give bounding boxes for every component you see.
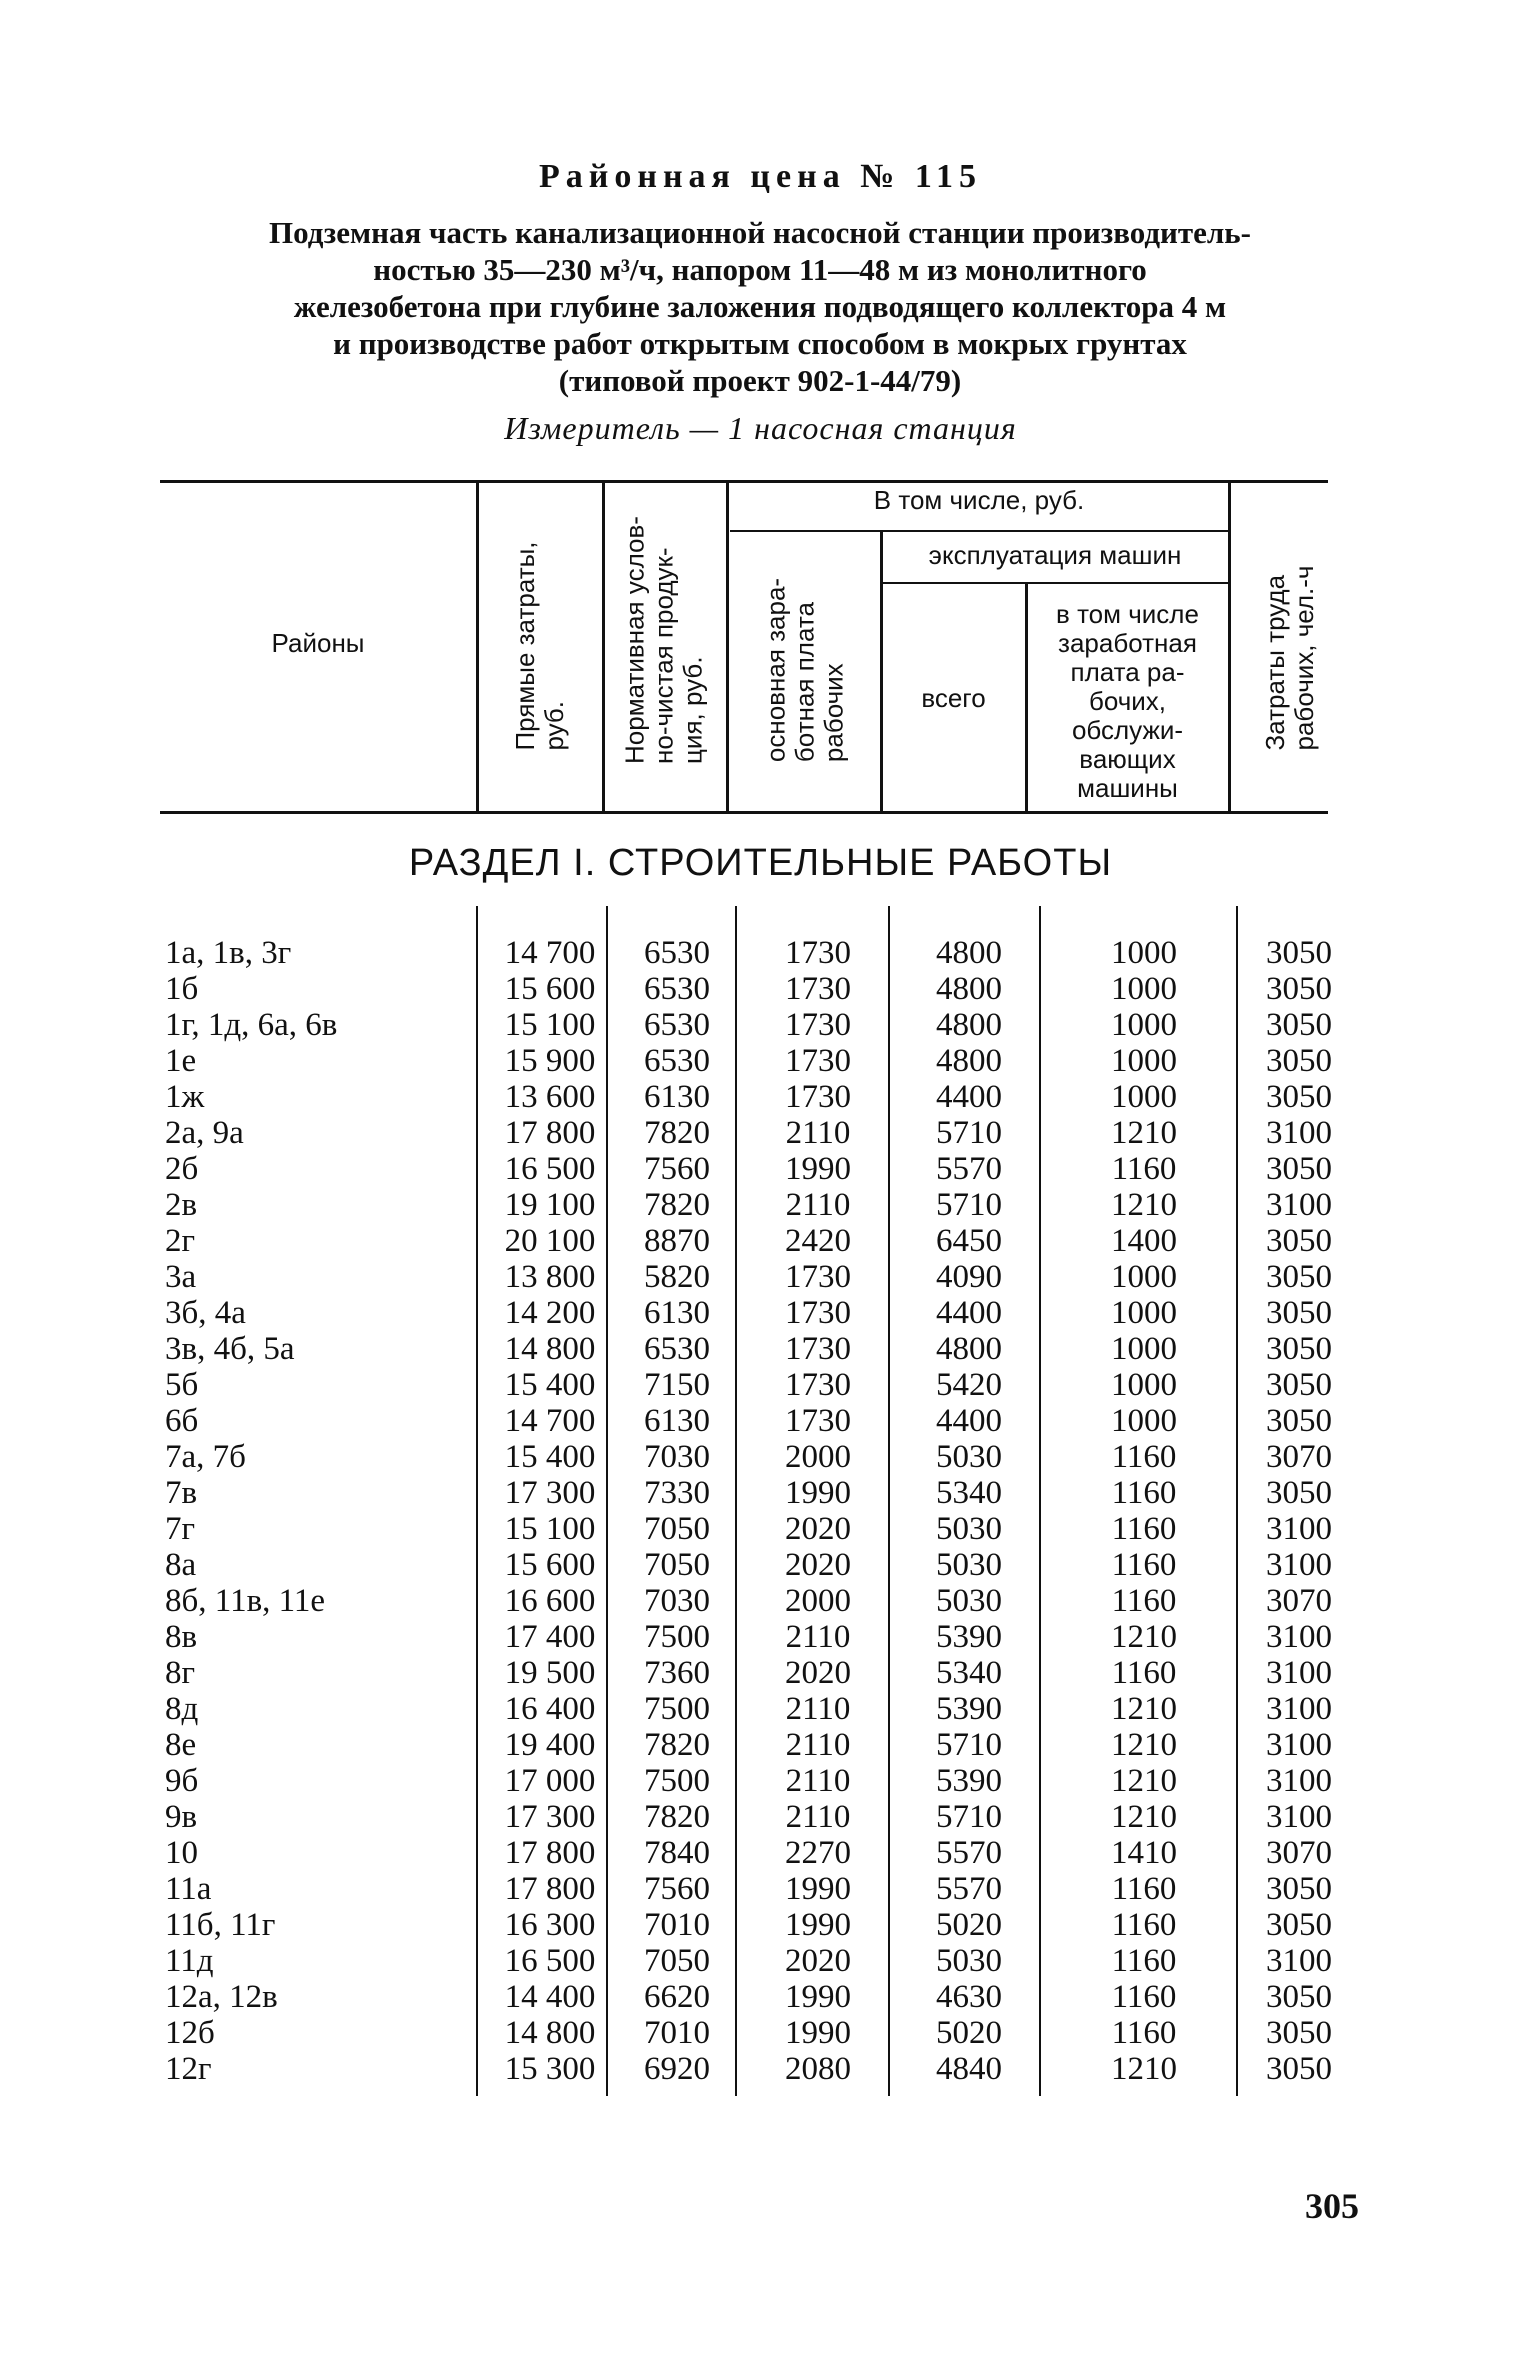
header-divider <box>602 480 605 811</box>
labor-cell: 3100 <box>1266 1655 1332 1691</box>
normative-production-cell: 6130 <box>644 1295 710 1331</box>
base-wage-cell: 2020 <box>785 1547 851 1583</box>
base-wage-cell: 2420 <box>785 1223 851 1259</box>
direct-costs-cell: 15 600 <box>504 971 596 1007</box>
region-cell: 9в <box>165 1799 198 1835</box>
direct-costs-cell: 14 800 <box>504 1331 596 1367</box>
table-row <box>0 971 1521 1007</box>
machine-total-cell: 5340 <box>936 1475 1002 1511</box>
normative-production-cell: 7820 <box>644 1799 710 1835</box>
labor-cell: 3050 <box>1266 1295 1332 1331</box>
header-divider <box>1228 480 1231 811</box>
table-row <box>0 1187 1521 1223</box>
machine-total-cell: 5020 <box>936 1907 1002 1943</box>
direct-costs-cell: 14 700 <box>504 1403 596 1439</box>
table-top-rule <box>160 480 1328 483</box>
machine-wage-cell: 1160 <box>1111 1511 1177 1547</box>
table-row <box>0 1511 1521 1547</box>
base-wage-cell: 1730 <box>785 1295 851 1331</box>
header-incl-wage: в том числе заработная плата ра- бочих, обслужи- вающих машины <box>1056 599 1199 803</box>
normative-production-cell: 6530 <box>644 1331 710 1367</box>
table-row <box>0 2051 1521 2087</box>
header-including: В том числе, руб. <box>873 485 1085 515</box>
base-wage-cell: 2110 <box>785 1763 851 1799</box>
base-wage-cell: 2020 <box>785 1655 851 1691</box>
normative-production-cell: 5820 <box>644 1259 710 1295</box>
table-row <box>0 1367 1521 1403</box>
machine-total-cell: 4630 <box>936 1979 1002 2015</box>
normative-production-cell: 7820 <box>644 1115 710 1151</box>
machine-total-cell: 5710 <box>936 1115 1002 1151</box>
table-row <box>0 1619 1521 1655</box>
table-row <box>0 1403 1521 1439</box>
direct-costs-cell: 15 600 <box>504 1547 596 1583</box>
normative-production-cell: 7330 <box>644 1475 710 1511</box>
direct-costs-cell: 17 300 <box>504 1475 596 1511</box>
table-row <box>0 1943 1521 1979</box>
table-row <box>0 1007 1521 1043</box>
direct-costs-cell: 16 600 <box>504 1583 596 1619</box>
normative-production-cell: 8870 <box>644 1223 710 1259</box>
base-wage-cell: 2110 <box>785 1799 851 1835</box>
labor-cell: 3050 <box>1266 1907 1332 1943</box>
direct-costs-cell: 13 800 <box>504 1259 596 1295</box>
base-wage-cell: 1990 <box>785 1907 851 1943</box>
machine-wage-cell: 1210 <box>1111 2051 1177 2087</box>
machine-total-cell: 6450 <box>936 1223 1002 1259</box>
machine-total-cell: 5030 <box>936 1943 1002 1979</box>
region-cell: 8е <box>165 1727 197 1763</box>
machine-wage-cell: 1160 <box>1111 2015 1177 2051</box>
region-cell: 10 <box>165 1835 198 1871</box>
labor-cell: 3050 <box>1266 1403 1332 1439</box>
labor-cell: 3100 <box>1266 1799 1332 1835</box>
machine-wage-cell: 1410 <box>1111 1835 1177 1871</box>
labor-cell: 3100 <box>1266 1943 1332 1979</box>
machine-total-cell: 4400 <box>936 1079 1002 1115</box>
description-line: Подземная часть канализационной насосной станции производитель- <box>268 215 1251 250</box>
direct-costs-cell: 15 100 <box>504 1511 596 1547</box>
region-cell: 1а, 1в, 3г <box>165 935 292 971</box>
machine-wage-cell: 1400 <box>1111 1223 1177 1259</box>
region-cell: 1ж <box>165 1079 205 1115</box>
table-row <box>0 1331 1521 1367</box>
labor-cell: 3050 <box>1266 2051 1332 2087</box>
region-cell: 1е <box>165 1043 197 1079</box>
direct-costs-cell: 19 100 <box>504 1187 596 1223</box>
normative-production-cell: 7560 <box>644 1151 710 1187</box>
region-cell: 7г <box>165 1511 196 1547</box>
normative-production-cell: 6530 <box>644 935 710 971</box>
machine-wage-cell: 1160 <box>1111 1979 1177 2015</box>
description <box>160 214 1360 399</box>
machine-wage-cell: 1210 <box>1111 1115 1177 1151</box>
machine-wage-cell: 1160 <box>1111 1475 1177 1511</box>
labor-cell: 3050 <box>1266 935 1332 971</box>
table-row <box>0 935 1521 971</box>
normative-production-cell: 7050 <box>644 1547 710 1583</box>
machine-total-cell: 4400 <box>936 1403 1002 1439</box>
header-machine-operation: эксплуатация машин <box>928 540 1182 570</box>
labor-cell: 3050 <box>1266 1151 1332 1187</box>
machine-wage-cell: 1000 <box>1111 1367 1177 1403</box>
direct-costs-cell: 16 300 <box>504 1907 596 1943</box>
region-cell: 8а <box>165 1547 197 1583</box>
machine-total-cell: 5030 <box>936 1583 1002 1619</box>
base-wage-cell: 2110 <box>785 1691 851 1727</box>
machine-total-cell: 5030 <box>936 1511 1002 1547</box>
base-wage-cell: 1990 <box>785 2015 851 2051</box>
machine-wage-cell: 1000 <box>1111 1007 1177 1043</box>
direct-costs-cell: 15 900 <box>504 1043 596 1079</box>
labor-cell: 3050 <box>1266 1871 1332 1907</box>
base-wage-cell: 1990 <box>785 1475 851 1511</box>
base-wage-cell: 2110 <box>785 1727 851 1763</box>
base-wage-cell: 1730 <box>785 971 851 1007</box>
machine-total-cell: 4090 <box>936 1259 1002 1295</box>
labor-cell: 3100 <box>1266 1619 1332 1655</box>
base-wage-cell: 1730 <box>785 1331 851 1367</box>
normative-production-cell: 7500 <box>644 1691 710 1727</box>
including-rule <box>730 530 1228 532</box>
header-total: всего <box>921 683 986 713</box>
normative-production-cell: 7500 <box>644 1619 710 1655</box>
header-divider <box>476 480 479 811</box>
labor-cell: 3050 <box>1266 2015 1332 2051</box>
machine-wage-cell: 1000 <box>1111 1259 1177 1295</box>
base-wage-cell: 1730 <box>785 1007 851 1043</box>
normative-production-cell: 7820 <box>644 1187 710 1223</box>
region-cell: 7а, 7б <box>165 1439 246 1475</box>
table-row <box>0 1439 1521 1475</box>
normative-production-cell: 7360 <box>644 1655 710 1691</box>
region-cell: 8д <box>165 1691 199 1727</box>
normative-production-cell: 7820 <box>644 1727 710 1763</box>
labor-cell: 3050 <box>1266 1331 1332 1367</box>
machine-wage-cell: 1210 <box>1111 1727 1177 1763</box>
table-header-bottom-rule <box>160 811 1328 814</box>
measure-unit: Измеритель — 1 насосная станция <box>504 410 1017 446</box>
labor-cell: 3100 <box>1266 1727 1332 1763</box>
labor-cell: 3050 <box>1266 1007 1332 1043</box>
description-line: ностью 35—230 м³/ч, напором 11—48 м из монолитного <box>373 252 1147 287</box>
machine-total-cell: 4800 <box>936 971 1002 1007</box>
direct-costs-cell: 14 400 <box>504 1979 596 2015</box>
header-labor: Затраты труда рабочих, чел.-ч <box>1260 565 1319 751</box>
region-cell: 2г <box>165 1223 196 1259</box>
region-cell: 2а, 9а <box>165 1115 244 1151</box>
base-wage-cell: 2080 <box>785 2051 851 2087</box>
direct-costs-cell: 13 600 <box>504 1079 596 1115</box>
table-row <box>0 1583 1521 1619</box>
direct-costs-cell: 17 800 <box>504 1835 596 1871</box>
direct-costs-cell: 20 100 <box>504 1223 596 1259</box>
base-wage-cell: 2110 <box>785 1619 851 1655</box>
base-wage-cell: 2000 <box>785 1583 851 1619</box>
machine-wage-cell: 1000 <box>1111 1403 1177 1439</box>
labor-cell: 3050 <box>1266 1223 1332 1259</box>
table-row <box>0 1043 1521 1079</box>
region-cell: 11а <box>165 1871 212 1907</box>
machine-wage-cell: 1160 <box>1111 1583 1177 1619</box>
normative-production-cell: 6530 <box>644 971 710 1007</box>
machine-total-cell: 5420 <box>936 1367 1002 1403</box>
machine-wage-cell: 1000 <box>1111 1043 1177 1079</box>
direct-costs-cell: 17 000 <box>504 1763 596 1799</box>
machine-wage-cell: 1000 <box>1111 1079 1177 1115</box>
table-row <box>0 1979 1521 2015</box>
table-row <box>0 1151 1521 1187</box>
machine-total-cell: 4800 <box>936 1043 1002 1079</box>
region-cell: 7в <box>165 1475 198 1511</box>
labor-cell: 3050 <box>1266 1043 1332 1079</box>
page-number: 305 <box>1305 2186 1359 2226</box>
machine-total-cell: 5030 <box>936 1439 1002 1475</box>
direct-costs-cell: 15 100 <box>504 1007 596 1043</box>
base-wage-cell: 1730 <box>785 935 851 971</box>
header-base-wage: основная зара- ботная плата рабочих <box>760 577 849 763</box>
region-cell: 8в <box>165 1619 198 1655</box>
labor-cell: 3070 <box>1266 1439 1332 1475</box>
machine-total-cell: 4800 <box>936 1007 1002 1043</box>
labor-cell: 3050 <box>1266 1079 1332 1115</box>
labor-cell: 3070 <box>1266 1835 1332 1871</box>
normative-production-cell: 7560 <box>644 1871 710 1907</box>
direct-costs-cell: 17 800 <box>504 1115 596 1151</box>
machine-wage-cell: 1210 <box>1111 1763 1177 1799</box>
machine-wage-cell: 1210 <box>1111 1187 1177 1223</box>
base-wage-cell: 2270 <box>785 1835 851 1871</box>
labor-cell: 3100 <box>1266 1187 1332 1223</box>
table-row <box>0 1691 1521 1727</box>
table-row <box>0 1727 1521 1763</box>
normative-production-cell: 7050 <box>644 1511 710 1547</box>
page-title: Районная цена № 115 <box>539 158 982 195</box>
machine-total-cell: 5570 <box>936 1151 1002 1187</box>
labor-cell: 3050 <box>1266 1259 1332 1295</box>
base-wage-cell: 1730 <box>785 1079 851 1115</box>
normative-production-cell: 6130 <box>644 1079 710 1115</box>
header-divider <box>880 532 883 811</box>
machine-total-cell: 5710 <box>936 1799 1002 1835</box>
machine-total-cell: 5710 <box>936 1187 1002 1223</box>
header-divider <box>726 480 729 811</box>
normative-production-cell: 7150 <box>644 1367 710 1403</box>
labor-cell: 3100 <box>1266 1691 1332 1727</box>
machine-wage-cell: 1000 <box>1111 935 1177 971</box>
machine-total-cell: 5570 <box>936 1835 1002 1871</box>
table-row <box>0 1655 1521 1691</box>
region-cell: 11б, 11г <box>165 1907 276 1943</box>
table-row <box>0 1475 1521 1511</box>
normative-production-cell: 6920 <box>644 2051 710 2087</box>
table-row <box>0 1763 1521 1799</box>
labor-cell: 3100 <box>1266 1763 1332 1799</box>
base-wage-cell: 2020 <box>785 1511 851 1547</box>
direct-costs-cell: 16 400 <box>504 1691 596 1727</box>
machines-rule <box>880 582 1228 584</box>
machine-total-cell: 4800 <box>936 935 1002 971</box>
table-row <box>0 1547 1521 1583</box>
table-row <box>0 1079 1521 1115</box>
direct-costs-cell: 14 200 <box>504 1295 596 1331</box>
machine-total-cell: 4400 <box>936 1295 1002 1331</box>
region-cell: 6б <box>165 1403 199 1439</box>
machine-wage-cell: 1210 <box>1111 1619 1177 1655</box>
machine-total-cell: 5030 <box>936 1547 1002 1583</box>
region-cell: 1г, 1д, 6а, 6в <box>165 1007 338 1043</box>
base-wage-cell: 1730 <box>785 1043 851 1079</box>
machine-total-cell: 5570 <box>936 1871 1002 1907</box>
base-wage-cell: 1730 <box>785 1403 851 1439</box>
table-row <box>0 1871 1521 1907</box>
region-cell: 1б <box>165 971 199 1007</box>
direct-costs-cell: 14 700 <box>504 935 596 971</box>
normative-production-cell: 7010 <box>644 2015 710 2051</box>
labor-cell: 3050 <box>1266 1475 1332 1511</box>
labor-cell: 3050 <box>1266 1979 1332 2015</box>
direct-costs-cell: 19 500 <box>504 1655 596 1691</box>
normative-production-cell: 6620 <box>644 1979 710 2015</box>
normative-production-cell: 7840 <box>644 1835 710 1871</box>
region-cell: 2б <box>165 1151 199 1187</box>
normative-production-cell: 7500 <box>644 1763 710 1799</box>
base-wage-cell: 1990 <box>785 1871 851 1907</box>
table-row <box>0 1115 1521 1151</box>
normative-production-cell: 6530 <box>644 1007 710 1043</box>
machine-wage-cell: 1160 <box>1111 1151 1177 1187</box>
direct-costs-cell: 17 400 <box>504 1619 596 1655</box>
machine-total-cell: 5390 <box>936 1619 1002 1655</box>
base-wage-cell: 1730 <box>785 1367 851 1403</box>
base-wage-cell: 2110 <box>785 1115 851 1151</box>
machine-wage-cell: 1160 <box>1111 1547 1177 1583</box>
direct-costs-cell: 16 500 <box>504 1151 596 1187</box>
direct-costs-cell: 14 800 <box>504 2015 596 2051</box>
region-cell: 3в, 4б, 5а <box>165 1331 295 1367</box>
table-row <box>0 1799 1521 1835</box>
table-row <box>0 1259 1521 1295</box>
machine-total-cell: 5390 <box>936 1691 1002 1727</box>
machine-wage-cell: 1160 <box>1111 1907 1177 1943</box>
direct-costs-cell: 16 500 <box>504 1943 596 1979</box>
labor-cell: 3050 <box>1266 1367 1332 1403</box>
machine-wage-cell: 1000 <box>1111 971 1177 1007</box>
region-cell: 5б <box>165 1367 199 1403</box>
region-cell: 8б, 11в, 11е <box>165 1583 326 1619</box>
region-cell: 3б, 4а <box>165 1295 246 1331</box>
table-row <box>0 1907 1521 1943</box>
base-wage-cell: 2020 <box>785 1943 851 1979</box>
normative-production-cell: 6530 <box>644 1043 710 1079</box>
base-wage-cell: 1990 <box>785 1151 851 1187</box>
base-wage-cell: 2000 <box>785 1439 851 1475</box>
machine-wage-cell: 1210 <box>1111 1799 1177 1835</box>
direct-costs-cell: 15 400 <box>504 1367 596 1403</box>
header-normative-production: Нормативная услов- но-чистая продук- ция, руб. <box>619 516 708 764</box>
direct-costs-cell: 15 400 <box>504 1439 596 1475</box>
base-wage-cell: 2110 <box>785 1187 851 1223</box>
normative-production-cell: 7050 <box>644 1943 710 1979</box>
machine-wage-cell: 1000 <box>1111 1331 1177 1367</box>
machine-wage-cell: 1160 <box>1111 1943 1177 1979</box>
normative-production-cell: 7030 <box>644 1583 710 1619</box>
region-cell: 12б <box>165 2015 215 2051</box>
table-row <box>0 1835 1521 1871</box>
region-cell: 8г <box>165 1655 196 1691</box>
description-line: (типовой проект 902-1-44/79) <box>558 363 962 398</box>
table-row <box>0 1295 1521 1331</box>
labor-cell: 3100 <box>1266 1115 1332 1151</box>
machine-total-cell: 4800 <box>936 1331 1002 1367</box>
region-cell: 9б <box>165 1763 199 1799</box>
header-direct-costs: Прямые затраты, руб. <box>510 541 569 751</box>
header-regions: Районы <box>271 628 365 658</box>
region-cell: 12г <box>165 2051 212 2087</box>
labor-cell: 3070 <box>1266 1583 1332 1619</box>
normative-production-cell: 7030 <box>644 1439 710 1475</box>
direct-costs-cell: 17 300 <box>504 1799 596 1835</box>
labor-cell: 3100 <box>1266 1547 1332 1583</box>
table-row <box>0 2015 1521 2051</box>
description-line: железобетона при глубине заложения подводящего коллектора 4 м <box>293 289 1227 324</box>
direct-costs-cell: 19 400 <box>504 1727 596 1763</box>
labor-cell: 3100 <box>1266 1511 1332 1547</box>
labor-cell: 3050 <box>1266 971 1332 1007</box>
base-wage-cell: 1990 <box>785 1979 851 2015</box>
base-wage-cell: 1730 <box>785 1259 851 1295</box>
normative-production-cell: 7010 <box>644 1907 710 1943</box>
machine-wage-cell: 1160 <box>1111 1439 1177 1475</box>
description-line: и производстве работ открытым способом в мокрых грунтах <box>333 326 1187 361</box>
machine-wage-cell: 1210 <box>1111 1691 1177 1727</box>
normative-production-cell: 6130 <box>644 1403 710 1439</box>
section-title: РАЗДЕЛ I. СТРОИТЕЛЬНЫЕ РАБОТЫ <box>408 842 1113 884</box>
machine-wage-cell: 1000 <box>1111 1295 1177 1331</box>
table-row <box>0 1223 1521 1259</box>
direct-costs-cell: 17 800 <box>504 1871 596 1907</box>
machine-total-cell: 5340 <box>936 1655 1002 1691</box>
machine-total-cell: 5020 <box>936 2015 1002 2051</box>
machine-wage-cell: 1160 <box>1111 1871 1177 1907</box>
region-cell: 3а <box>165 1259 197 1295</box>
direct-costs-cell: 15 300 <box>504 2051 596 2087</box>
machine-total-cell: 5710 <box>936 1727 1002 1763</box>
region-cell: 11д <box>165 1943 214 1979</box>
machine-total-cell: 5390 <box>936 1763 1002 1799</box>
region-cell: 12а, 12в <box>165 1979 278 2015</box>
machine-wage-cell: 1160 <box>1111 1655 1177 1691</box>
region-cell: 2в <box>165 1187 198 1223</box>
machine-total-cell: 4840 <box>936 2051 1002 2087</box>
